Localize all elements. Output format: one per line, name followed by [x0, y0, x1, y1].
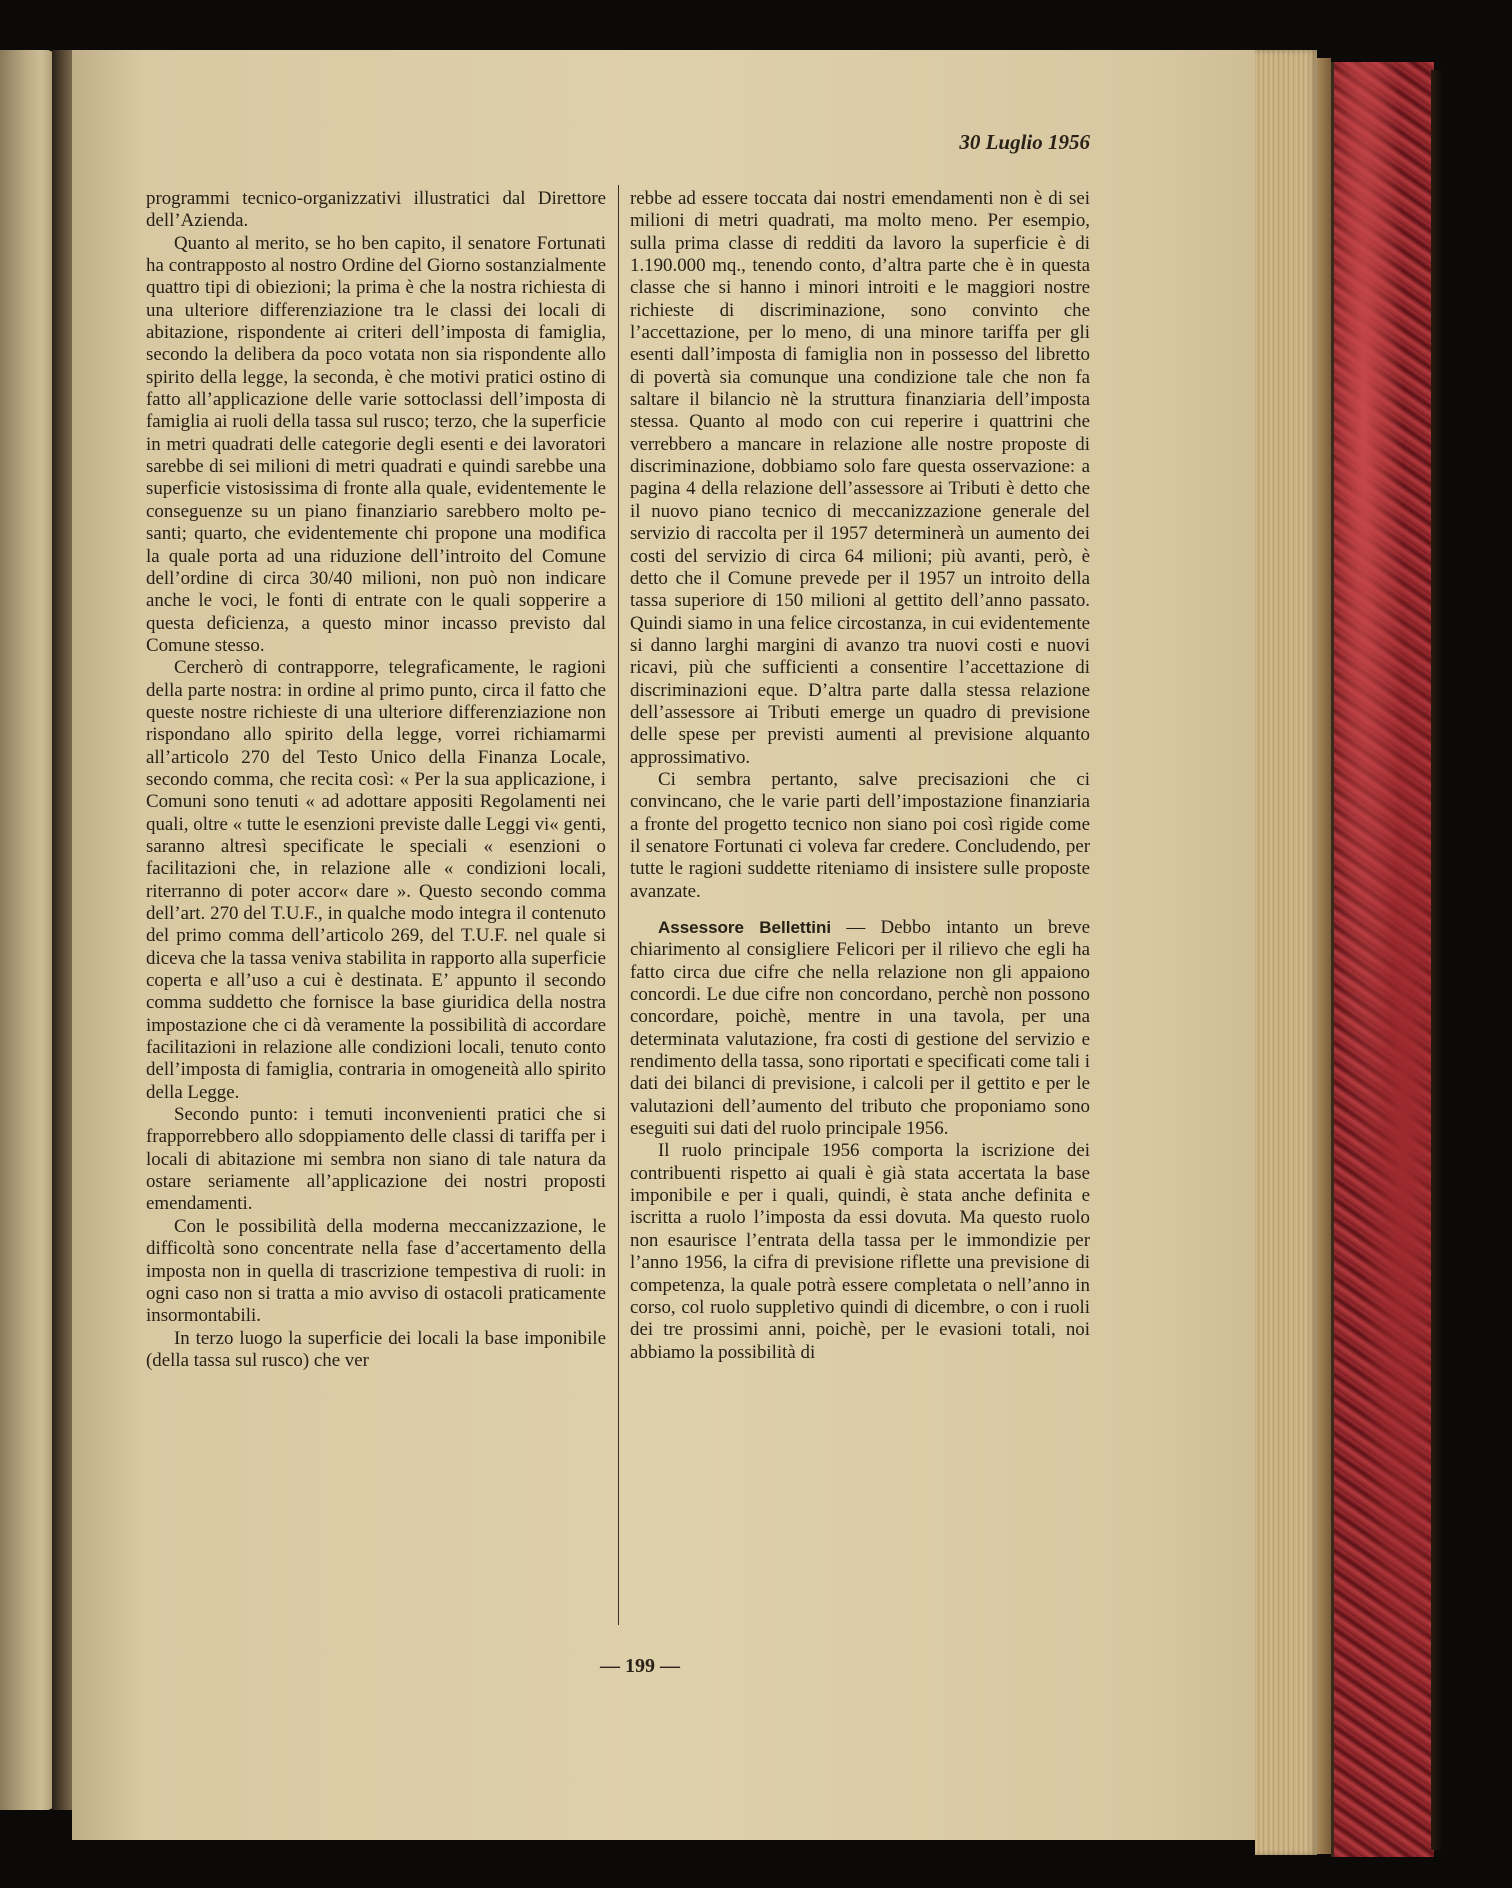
speaker-text: — Debbo intanto un breve chiarimento al consigliere Felicori per il rilievo che egli ha fatto circa due cifre che nella relazione non gli appaiono concordi. Le due cifre non concordano, perchè non possono concordare, poichè, mentre in una tavola, per una determinata valutazione, fra costi di gestione del servizio e rendimento della tassa, sono riportati e specificati come tali i dati dei bilanci di previsione, i calcoli per il gettito e per le valutazioni dell’aumento del tributo che proponiamo sono eseguiti sui dati del ruolo principale 1956.	[630, 917, 1090, 1140]
paragraph: rebbe ad essere toccata dai nostri emendamenti non è di sei milioni di metri quadrati, ma molto meno. Per esempio, sulla prima classe di redditi da lavoro la superficie è di 1.190.000 mq., tenendo conto, d’altra parte che è in questa classe che si hanno i minori introiti e le maggiori nostre richieste di discriminazione, sono convinto che l’accettazione, per lo meno, di una minore tariffa per gli esenti dall’imposta di famiglia non in possesso del libretto di povertà sia comunque una condizione tale che non fa saltare il bilancio nè la struttura finanziaria dell’imposta stessa. Quanto al modo con cui reperire i quattrini che verrebbero a mancare in relazione alle nostre proposte di discriminazione, dobbiamo solo fare questa osservazione: a pagina 4 della relazione dell’assessore ai Tributi è detto che il nuovo piano tecnico di meccanizzazione generale del servizio di raccolta per il 1957 determinerà un aumento dei costi del servizio di circa 64 milioni; più avanti, però, è detto che il Comune prevede per il 1957 un introito della tassa superiore di 150 milioni al gettito dell’anno passato. Quindi siamo in una felice circostanza, in cui evidentemente si danno larghi margini di avanzo tra nuovi costi e nuovi ricavi, più che sufficienti a consentire l’accettazione di discriminazioni eque. D’altra parte dalla stessa relazione dell’assessore ai Tributi emerge un quadro di previsione delle spese per previsti aumenti al previsione alquanto approssimativo.	[630, 188, 1090, 768]
column-divider	[618, 185, 619, 1625]
paragraph: Secondo punto: i temuti inconvenienti pratici che si frapporrebbero allo sdoppiamento delle classi di tariffa per i locali di abitazione mi sembra non siano di tale natura da ostare seriamente all’applicazione dei nostri proposti emendamenti.	[146, 1104, 606, 1215]
paragraph: Ci sembra pertanto, salve precisazioni che ci convincano, che le varie parti dell’impostazione finanziaria a fronte del progetto tecnico non siano poi così rigide come il senatore Fortunati ci voleva far credere. Concludendo, per tutte le ragioni suddette riteniamo di insistere sulle proposte avanzate.	[630, 768, 1090, 902]
page-number: — 199 —	[600, 1655, 680, 1677]
page-stack-edges	[1255, 50, 1317, 1855]
cover-edge	[1431, 70, 1443, 1850]
left-column	[146, 188, 606, 1372]
paragraph: Con le possibilità della moderna meccanizzazione, le difficoltà sono concentrate nella fase d’accertamento della imposta non in quella di trascrizione tempestiva di ruoli: in ogni caso non si tratta a mio avviso di ostacoli praticamente insormontabili.	[146, 1215, 606, 1327]
marbled-cover	[1331, 62, 1434, 1857]
paragraph: Cercherò di contrapporre, telegraficamente, le ragioni della parte nostra: in ordine al primo punto, circa il fatto che queste nostre richieste di una ulteriore differenziazione non rispondano allo spirito della legge, vorrei richiamarmi all’articolo 270 del Testo Unico della Finanza Locale, secondo comma, che recita così: « Per la sua applicazione, i Comuni sono tenuti « ad adottare appositi Regolamenti nei quali, oltre « tutte le esenzioni previste dalle Leggi vi« genti, saranno altresì specificate le speciali « esenzioni o facilitazioni che, in relazione alle « condizioni locali, riterranno di poter accor« dare ». Questo secondo comma dell’art. 270 del T.U.F., in qualche modo integra il contenuto del primo comma dell’articolo 269, del T.U.F. nel quale si diceva che la tassa veniva stabilita in rapporto alla superficie coperta e all’uso a cui è destinata. E’ appunto il secondo comma suddetto che fornisce la base giuridica della nostra impostazione che ci dà veramente la possibilità di accordare facilitazioni in relazione alle condizioni locali, tenuto conto dell’imposta di famiglia, contraria in omogeneità allo spirito della Legge.	[146, 657, 606, 1103]
paragraph: Il ruolo principale 1956 comporta la iscrizione dei contribuenti rispetto ai quali è già stata accertata la base imponibile e per i quali, quindi, è stata anche definita e iscritta a ruolo l’imposta da essi dovuta. Ma questo ruolo non esaurisce l’entrata della tassa per le immondizie per l’anno 1956, la cifra di previsione riflette una previsione di competenza, la quale potrà essere completata o nell’anno in corso, col ruolo suppletivo quindi di dicembre, o con i ruoli dei tre prossimi anni, poichè, per le evasioni totali, noi abbiamo la possibilità di	[630, 1140, 1090, 1363]
speaker-name: Assessore Bellettini	[658, 918, 832, 937]
page-stack-shadow	[1317, 58, 1331, 1854]
running-header-date: 30 Luglio 1956	[959, 130, 1090, 154]
paragraph: Quanto al merito, se ho ben capito, il senatore Fortunati ha contrapposto al nostro Ordine del Giorno sostanzialmente quattro tipi di obiezioni; la prima è che la nostra richiesta di una ulteriore differenziazione tra le classi dei locali di abitazione, rispondente ai criteri dell’imposta di famiglia, secondo la delibera da poco votata non sia rispondente allo spirito della legge, la seconda, è che motivi pratici ostino di fatto all’applicazione delle varie sottoclassi dell’imposta di famiglia ai ruoli della tassa sul rusco; terzo, che la superficie in metri quadrati delle categorie degli esenti e dei lavoratori sarebbe di sei milioni di metri quadrati e quindi sarebbe una superficie vistosissima di fronte alla quale, evidentemente le conseguenze su un piano finanziario sarebbero molto pesanti; quarto, che evidentemente chi propone una modifica la quale porta ad una riduzione dell’introito del Comune dell’ordine di circa 30/40 milioni, non può non indicare anche le voci, le fonti di entrate con le quali sopperire a questa deficienza, a questo minor incasso previsto dal Comune stesso.	[146, 232, 606, 656]
left-page-edge	[0, 50, 55, 1810]
right-column	[630, 188, 1090, 1364]
paragraph: In terzo luogo la superficie dei locali la base imponibile (della tassa sul rusco) che ver	[146, 1327, 606, 1371]
paragraph: programmi tecnico-organizzativi illustratici dal Direttore dell’Azienda.	[146, 188, 606, 232]
speaker-paragraph	[630, 917, 1090, 1140]
